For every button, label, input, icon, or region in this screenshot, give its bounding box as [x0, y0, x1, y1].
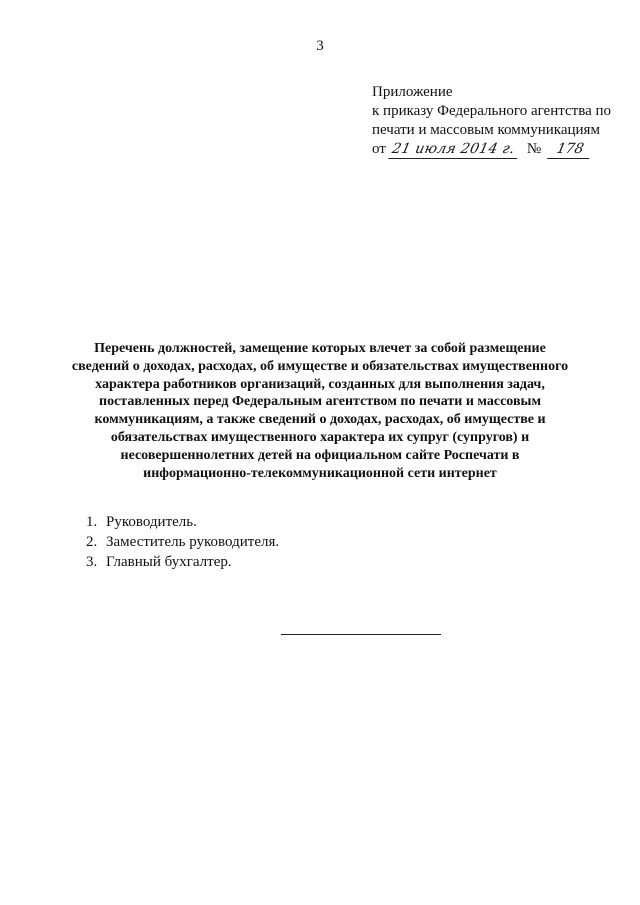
order-number-handwritten: 178 — [547, 141, 593, 159]
positions-list — [86, 512, 279, 572]
list-item-number: 2. — [86, 534, 98, 550]
appendix-block — [372, 83, 632, 159]
list-item-text: Руководитель. — [106, 514, 197, 530]
order-date-handwritten: 21 июля 2014 г. — [388, 141, 521, 159]
document-heading: Перечень должностей, замещение которых влечет за собой размещение сведений о доходах, расходах, об имуществе и обязательствах имущественного характера работников организаций, созданных для выполнения задач, поставленных перед Федеральным агентством по печати и массовым коммуникациям, а также сведений о доходах, расходах, об имуществе и обязательствах имущественного характера их супруг (супругов) и несовершеннолетних детей на официальном сайте Роспечати в информационно-телекоммуникационной сети интернет — [71, 341, 569, 481]
order-from-label: от — [372, 141, 386, 157]
list-item-text: Заместитель руководителя. — [106, 534, 280, 550]
list-item — [86, 552, 279, 572]
list-item-number: 1. — [86, 514, 98, 530]
list-item — [86, 512, 279, 532]
list-item-text: Главный бухгалтер. — [106, 554, 232, 570]
page-number: 3 — [316, 38, 324, 54]
order-reference — [372, 140, 632, 159]
appendix-title: Приложение — [372, 84, 453, 100]
list-item — [86, 532, 279, 552]
appendix-line-2: печати и массовым коммуникациям — [372, 122, 600, 138]
list-item-number: 3. — [86, 554, 98, 570]
appendix-line-1: к приказу Федерального агентства по — [372, 103, 612, 119]
closing-divider — [281, 634, 441, 635]
order-number-label: № — [526, 141, 542, 157]
